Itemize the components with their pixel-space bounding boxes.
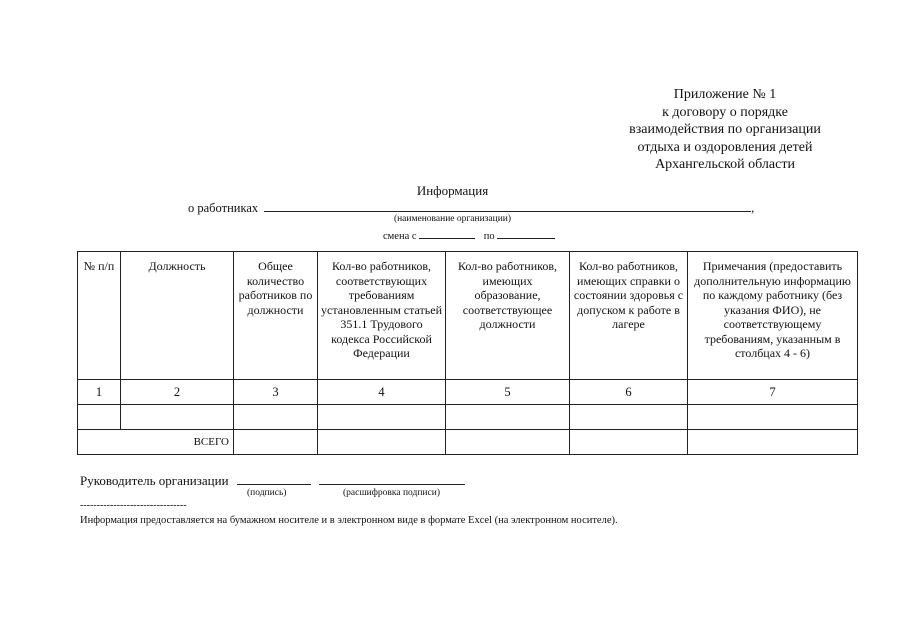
organization-name-field[interactable] — [264, 199, 751, 212]
footnote-separator: -------------------------------- — [80, 500, 187, 511]
shift-end-field[interactable] — [497, 228, 555, 239]
org-caption: (наименование организации) — [393, 214, 512, 224]
header-cell-number: № п/п — [78, 252, 121, 380]
signature-row — [80, 472, 465, 489]
appendix-line: Архангельской области — [655, 157, 795, 172]
header-cell-education: Кол-во работников, имеющих образование, соответствующее должности — [446, 252, 570, 380]
header-cell-notes: Примечания (предоставить дополнительную информацию по каждому работнику (без указания ФИО), не соответствующему требованиям, указанным в столбцах 4 - 6) — [688, 252, 858, 380]
about-label: о работниках — [188, 201, 259, 215]
total-label: ВСЕГО — [78, 430, 234, 455]
table-cell[interactable] — [318, 405, 446, 430]
column-number: 2 — [121, 380, 234, 405]
table-cell[interactable] — [234, 430, 318, 455]
shift-row — [383, 228, 555, 242]
appendix-line: Приложение № 1 — [673, 87, 777, 102]
table-cell[interactable] — [234, 405, 318, 430]
footnote-text: Информация предоставляется на бумажном носителе и в электронном виде в формате Excel (на электронном носителе). — [80, 515, 618, 526]
appendix-line: отдыха и оздоровления детей — [637, 139, 813, 155]
decode-caption: (расшифровка подписи) — [343, 488, 440, 498]
table-cell[interactable] — [121, 405, 234, 430]
shift-start-field[interactable] — [419, 228, 475, 239]
header-cell-position: Должность — [121, 252, 234, 380]
table-cell[interactable] — [318, 430, 446, 455]
appendix-block — [595, 86, 855, 174]
table-cell[interactable] — [78, 405, 121, 430]
shift-from-label: смена с — [383, 231, 417, 242]
table-cell[interactable] — [570, 430, 688, 455]
signature-field[interactable] — [237, 472, 311, 485]
table-header-row — [78, 252, 858, 380]
appendix-line: взаимодействия по организации — [629, 122, 821, 137]
table-row — [78, 405, 858, 430]
table-cell[interactable] — [446, 430, 570, 455]
sign-caption: (подпись) — [247, 488, 287, 498]
column-number: 5 — [446, 380, 570, 405]
column-number: 1 — [78, 380, 121, 405]
table-total-row — [78, 430, 858, 455]
header-cell-requirements: Кол-во работников, соответствующих требованиям установленным статьей 351.1 Трудового кодекса Российской Федерации — [318, 252, 446, 380]
column-number: 4 — [318, 380, 446, 405]
header-cell-total: Общее количество работников по должности — [234, 252, 318, 380]
column-number: 3 — [234, 380, 318, 405]
header-cell-health: Кол-во работников, имеющих справки о состоянии здоровья с допуском к работе в лагере — [570, 252, 688, 380]
signature-decode-field[interactable] — [319, 472, 465, 485]
column-number: 6 — [570, 380, 688, 405]
shift-to-label: по — [483, 231, 495, 242]
about-comma: , — [751, 201, 755, 215]
table-cell[interactable] — [688, 405, 858, 430]
table-number-row — [78, 380, 858, 405]
column-number: 7 — [688, 380, 858, 405]
document-title: Информация — [416, 183, 489, 198]
appendix-line: к договору о порядке — [662, 104, 788, 120]
table-cell[interactable] — [688, 430, 858, 455]
workers-table — [77, 251, 858, 455]
table-cell[interactable] — [446, 405, 570, 430]
table-cell[interactable] — [570, 405, 688, 430]
signature-label: Руководитель организации — [80, 473, 229, 488]
